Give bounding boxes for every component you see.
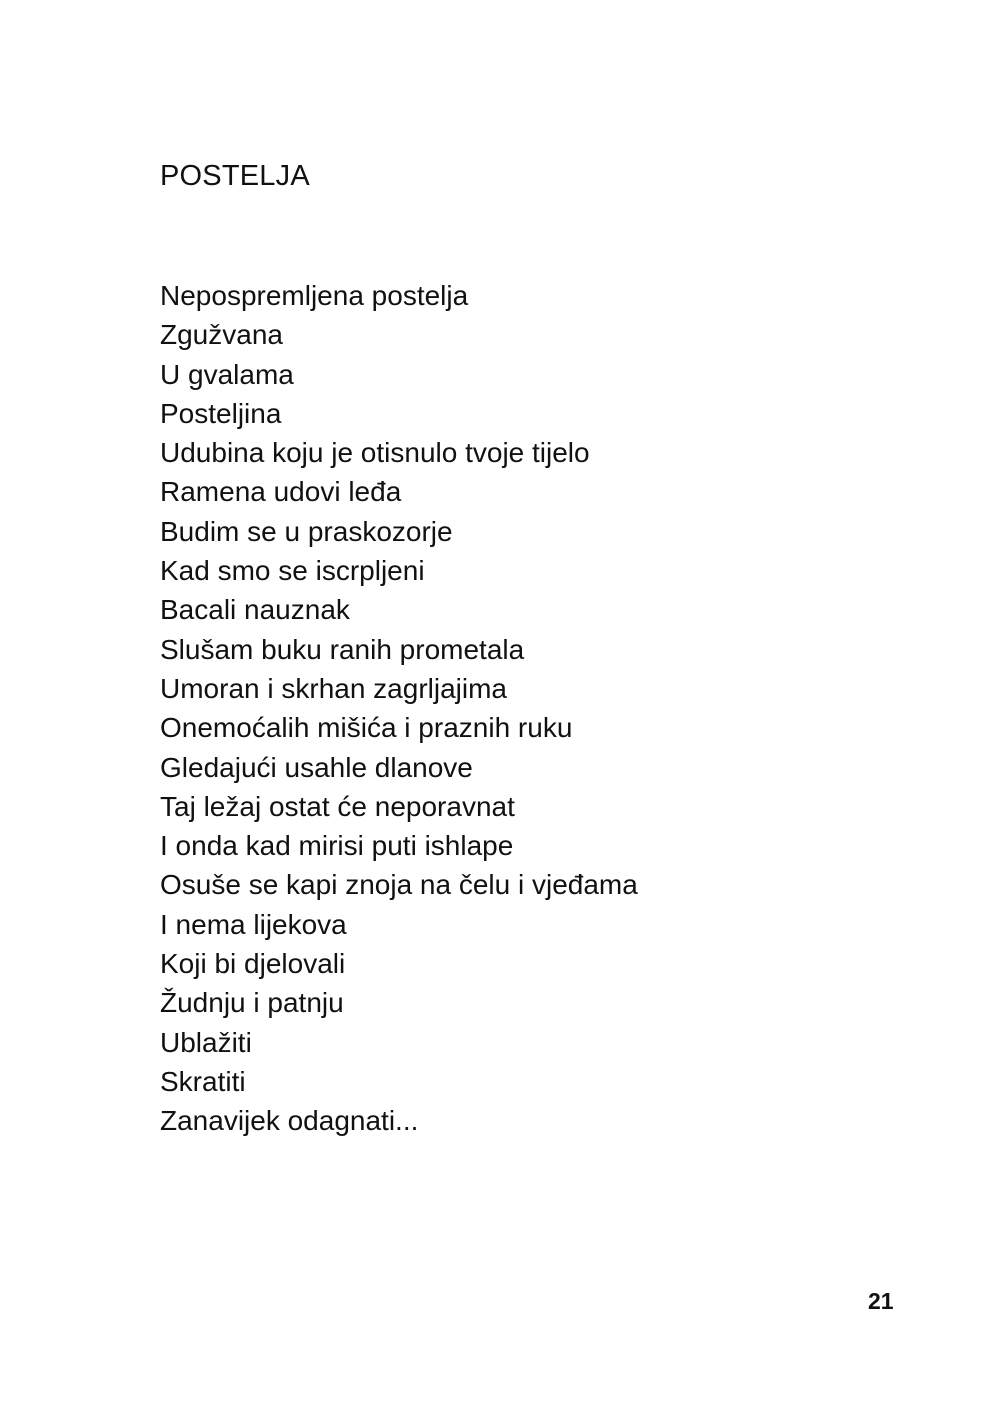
poem-line: Budim se u praskozorje: [160, 515, 453, 547]
poem-line: Skratiti: [160, 1065, 246, 1097]
poem-line: Udubina koju je otisnulo tvoje tijelo: [160, 437, 590, 469]
poem-body: [160, 276, 638, 1141]
poem-line: Bacali nauznak: [160, 594, 350, 626]
poem-line: Kad smo se iscrpljeni: [160, 555, 425, 587]
poem-line: Zgužvana: [160, 319, 283, 351]
poem-line: Slušam buku ranih prometala: [160, 633, 525, 665]
poem-line: Ramena udovi leđa: [160, 476, 402, 508]
poem-line: I onda kad mirisi puti ishlape: [160, 830, 514, 862]
poem-line: Posteljina: [160, 397, 282, 429]
poem-line: Koji bi djelovali: [160, 948, 346, 980]
poem-line: Osuše se kapi znoja na čelu i vjeđama: [160, 869, 638, 901]
poem-line: Nepospremljena postelja: [160, 280, 469, 311]
poem-line: Ublažiti: [160, 1026, 252, 1058]
poem-line: Onemoćalih mišića i praznih ruku: [160, 712, 573, 744]
poem-line: U gvalama: [160, 358, 294, 390]
poem-line: Gledajući usahle dlanove: [160, 751, 473, 783]
page-number: 21: [868, 1288, 894, 1314]
poem-line: Taj ležaj ostat će neporavnat: [160, 790, 515, 822]
poem-title: POSTELJA: [160, 160, 310, 192]
poem-line: Zanavijek odagnati...: [160, 1105, 419, 1137]
poem-line: Umoran i skrhan zagrljajima: [160, 672, 508, 704]
poem-line: I nema lijekova: [160, 908, 347, 940]
poem-line: Žudnju i patnju: [160, 987, 344, 1019]
